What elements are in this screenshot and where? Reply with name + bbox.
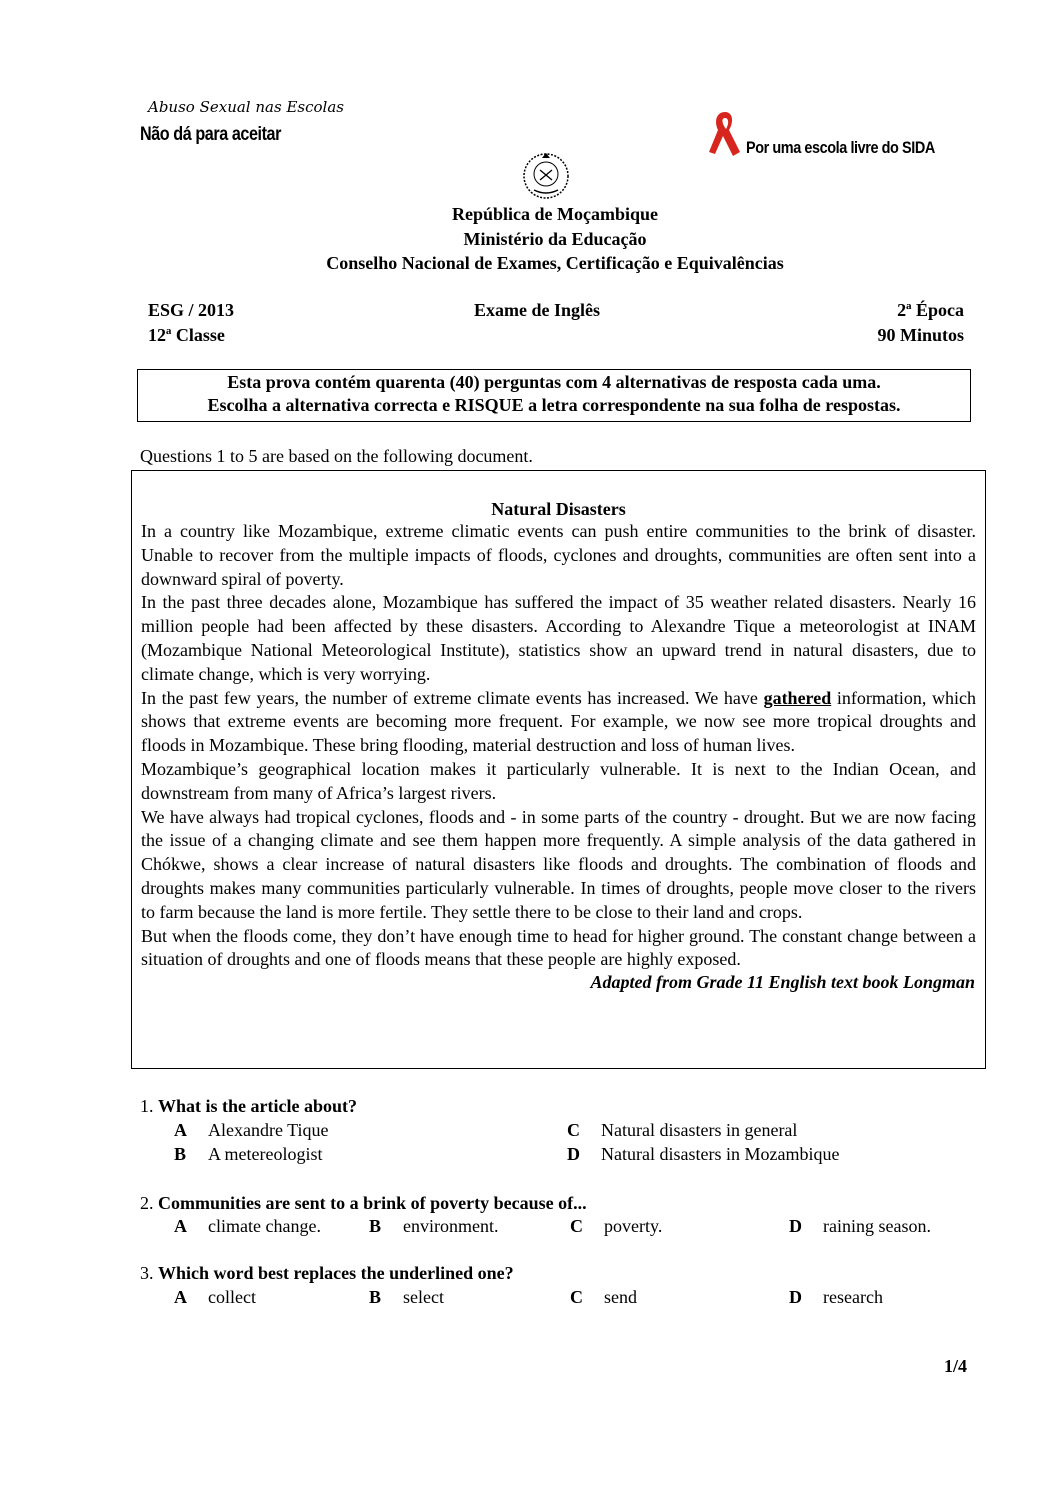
reading-passage-box — [131, 470, 986, 1069]
institution-line-2: Ministério da Educação — [463, 229, 647, 249]
exam-grade: 12ª Classe — [148, 325, 225, 345]
sida-banner — [706, 108, 968, 158]
question-1: 1. What is the article about? — [140, 1096, 357, 1116]
page-number: 1/4 — [944, 1356, 968, 1376]
paragraph-1: In a country like Mozambique, extreme climatic events can push entire communities to the brink of disaster. Unable to recover from the multiple impacts of floods, cyclones and droughts, communities are often sent into a downward spiral of poverty. — [141, 521, 976, 589]
institution-line-1: República de Moçambique — [451, 204, 658, 224]
q2-option-a[interactable]: A climate change. — [174, 1216, 321, 1236]
institution-line-3: Conselho Nacional de Exames, Certificação e Equivalências — [326, 253, 784, 273]
q2-option-b[interactable]: B environment. — [369, 1216, 499, 1236]
exam-subject: Exame de Inglês — [474, 300, 600, 320]
exam-season: 2ª Época — [897, 300, 964, 320]
paragraph-5: We have always had tropical cyclones, floods and - in some parts of the country - drought. But we are now facing the issue of a changing climate and see them happen more frequently. A simple analysis of the data gathered in Chókwe, shows a clear increase of natural disasters like floods and droughts. The combination of floods and droughts makes many communities particularly vulnerable. In times of droughts, people move closer to the rivers to farm because the land is more fertile. They settle there to be close to their land and crops. — [141, 806, 976, 922]
campaign-slogan: Não dá para aceitar — [140, 124, 281, 145]
instructions-box — [137, 369, 971, 422]
q1-option-c[interactable]: C Natural disasters in general — [567, 1120, 798, 1140]
article-body — [132, 520, 985, 972]
campaign-script-text: Abuso Sexual nas Escolas — [148, 98, 344, 116]
sida-slogan: Por uma escola livre do SIDA — [746, 138, 935, 157]
q2-option-d[interactable]: D raining season. — [789, 1216, 931, 1236]
paragraph-3: In the past few years, the number of extreme climate events has increased. We have gathered information, which shows that extreme events are becoming more frequent. For example, we now see more tropical droughts and floods in Mozambique. These bring flooding, material destruction and loss of human lives. — [141, 687, 976, 756]
paragraph-2: In the past three decades alone, Mozambique has suffered the impact of 35 weather related disasters. Nearly 16 million people had been affected by these disasters. According to Alexandre Tique a meteorologist at INAM (Mozambique National Meteorological Institute), statistics show an upward trend in natural disasters, due to climate change, which is very worrying. — [141, 592, 976, 684]
red-ribbon-icon — [706, 108, 744, 158]
q1-option-a[interactable]: A Alexandre Tique — [174, 1120, 329, 1140]
instructions-line-2: Escolha a alternativa correcta e RISQUE a letra correspondente na sua folha de respostas. — [207, 395, 901, 415]
article-source: Adapted from Grade 11 English text book Longman — [590, 972, 975, 993]
article-title: Natural Disasters — [491, 499, 626, 519]
paragraph-4: Mozambique’s geographical location makes it particularly vulnerable. It is next to the Indian Ocean, and downstream from many of Africa’s largest rivers. — [141, 758, 976, 803]
national-emblem-icon — [520, 150, 572, 202]
q1-option-d[interactable]: D Natural disasters in Mozambique — [567, 1144, 840, 1164]
exam-code: ESG / 2013 — [148, 300, 235, 320]
underlined-word: gathered — [763, 687, 832, 708]
exam-duration: 90 Minutos — [877, 325, 964, 345]
q3-option-d[interactable]: D research — [789, 1287, 883, 1307]
question-2: 2. Communities are sent to a brink of poverty because of... — [140, 1193, 587, 1213]
q2-option-c[interactable]: C poverty. — [570, 1216, 663, 1236]
q1-option-b[interactable]: B A metereologist — [174, 1144, 323, 1164]
q3-option-a[interactable]: A collect — [174, 1287, 256, 1307]
instructions-line-1: Esta prova contém quarenta (40) perguntas com 4 alternativas de resposta cada uma. — [227, 372, 881, 392]
q3-option-b[interactable]: B select — [369, 1287, 444, 1307]
question-3: 3. Which word best replaces the underlined one? — [140, 1263, 514, 1283]
q3-option-c[interactable]: C send — [570, 1287, 637, 1307]
paragraph-6: But when the floods come, they don’t have enough time to head for higher ground. The constant change between a situation of droughts and one of floods means that these people are highly exposed. — [141, 925, 976, 970]
reading-intro: Questions 1 to 5 are based on the following document. — [140, 446, 533, 466]
